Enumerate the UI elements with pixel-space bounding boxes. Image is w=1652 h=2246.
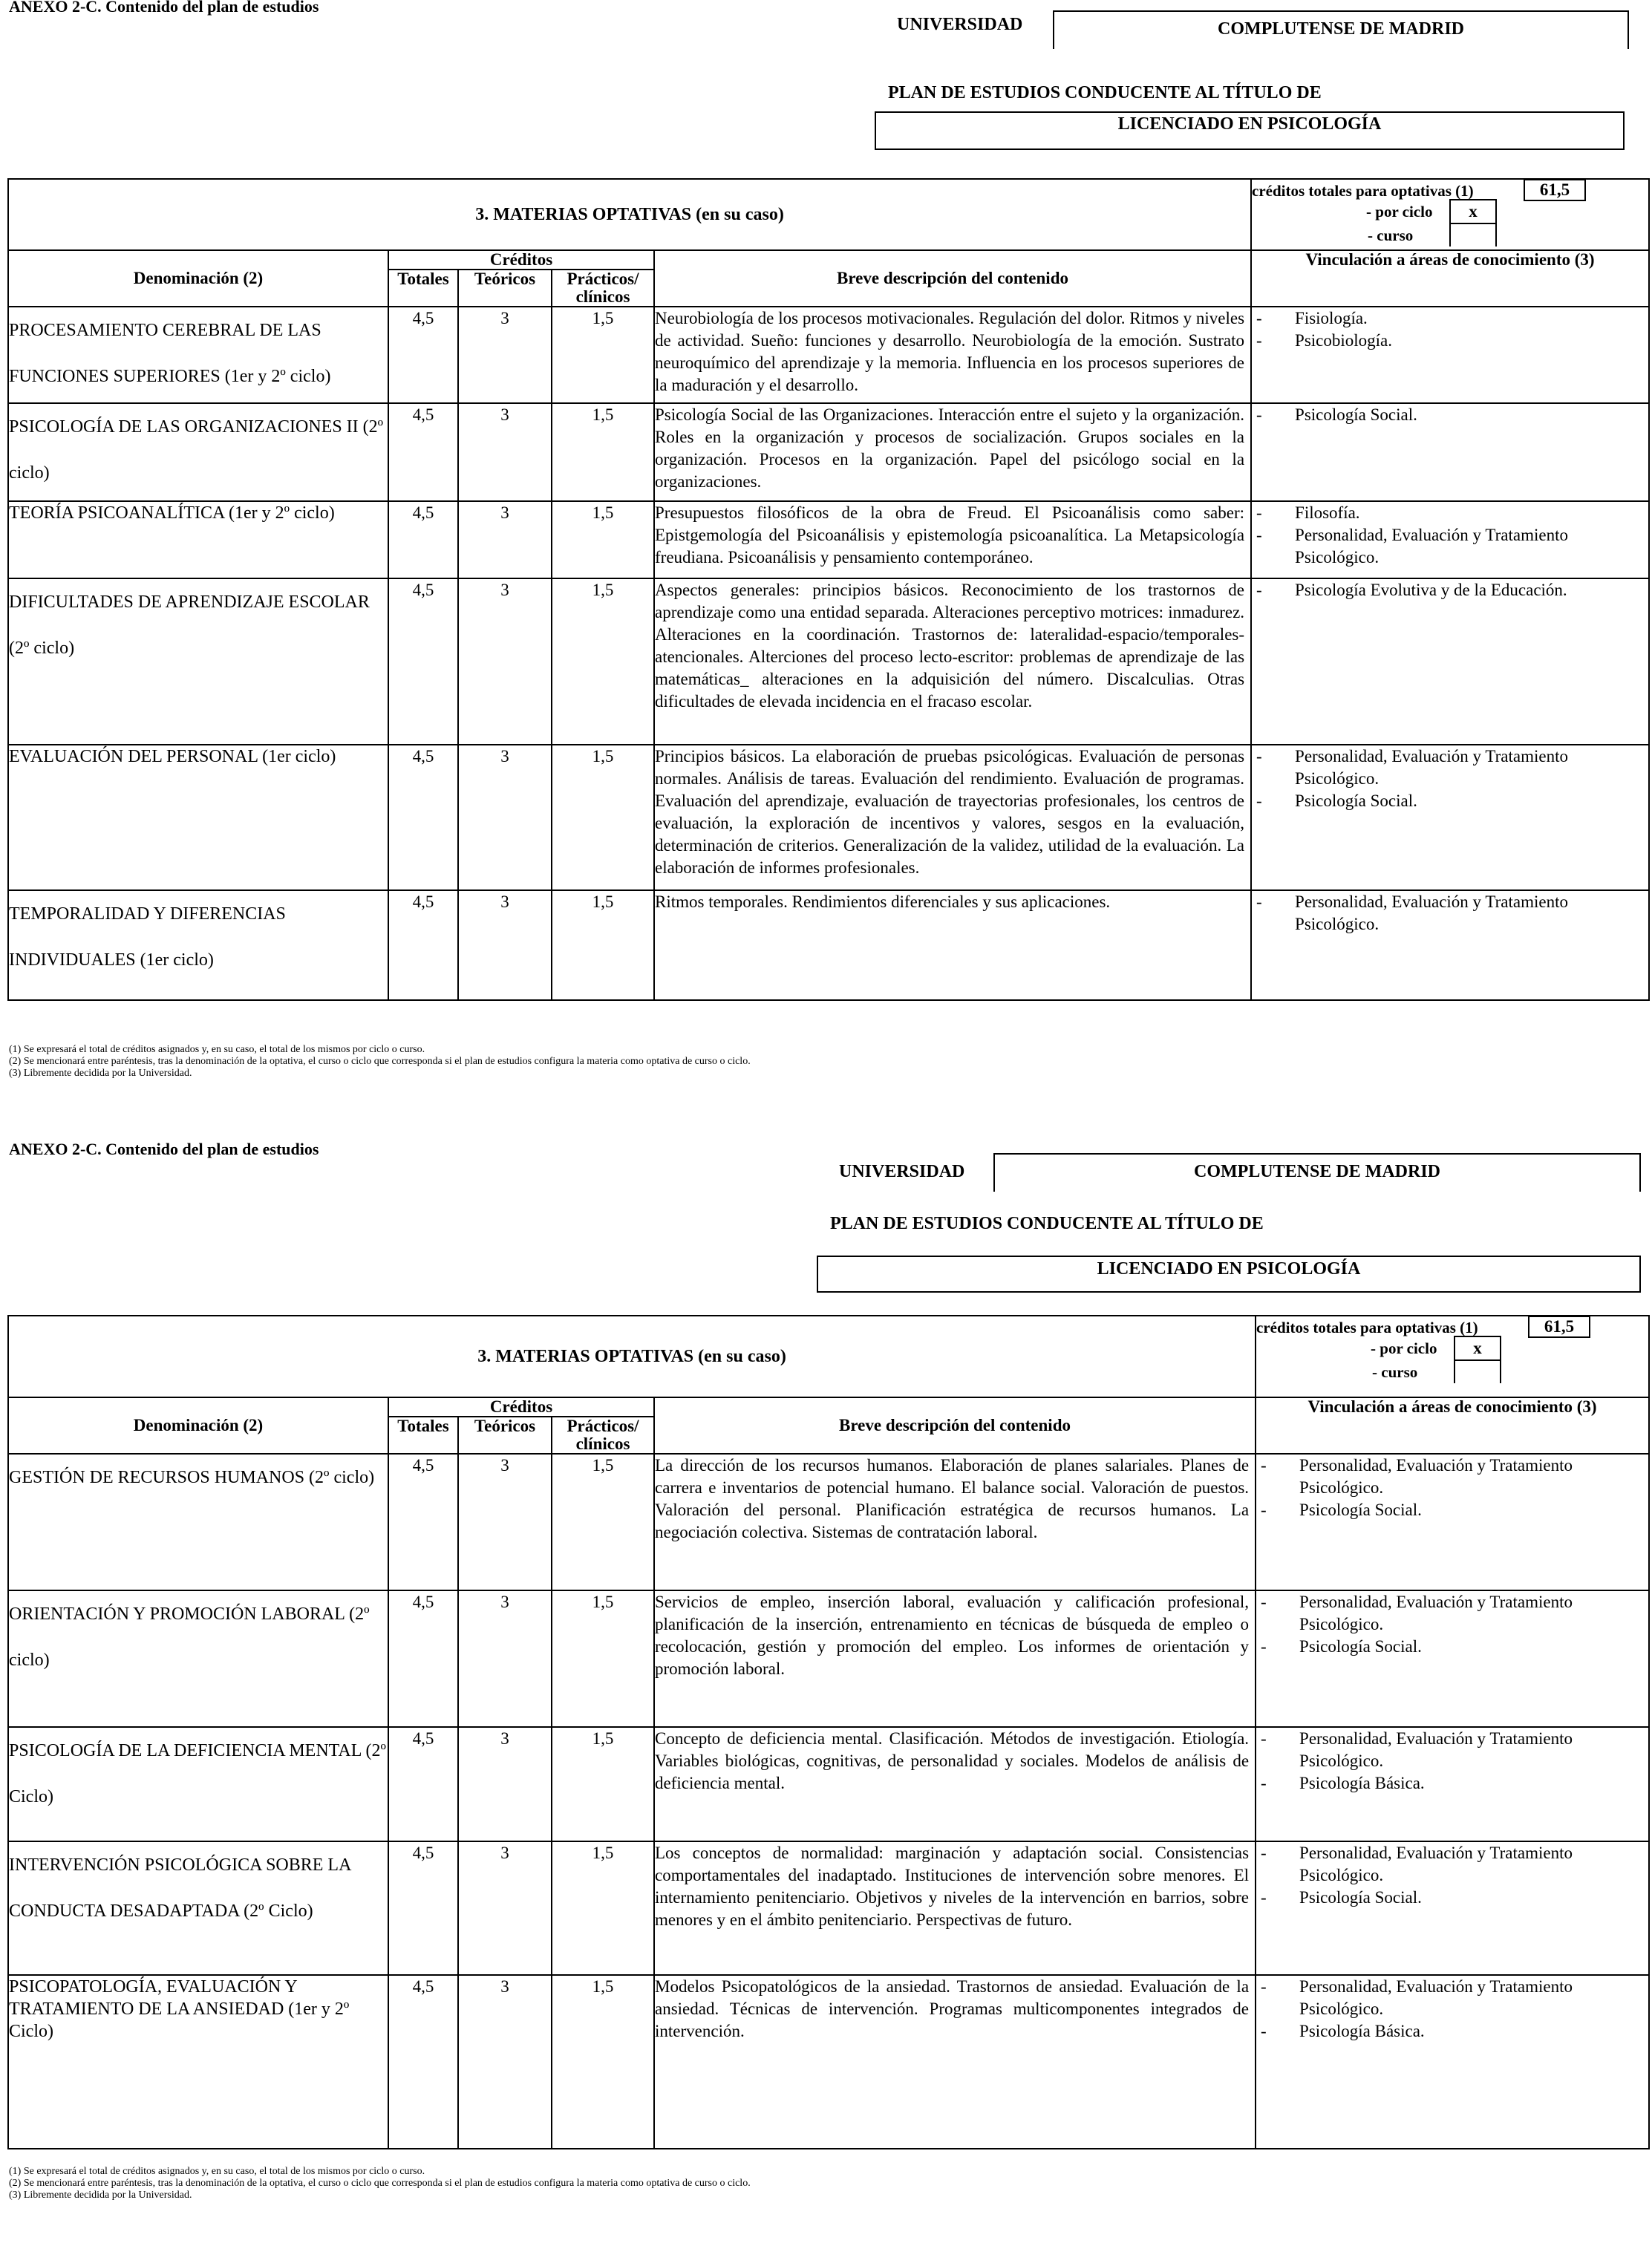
table-row xyxy=(8,578,1649,745)
area-item: - Personalidad, Evaluación y Tratamiento Psicológico. xyxy=(1256,892,1568,933)
header-practicos: Prácticos/ clínicos xyxy=(552,1417,654,1454)
curso-label: - curso xyxy=(1372,1363,1418,1381)
row-areas xyxy=(1256,1727,1649,1841)
row-teoricos: 3 xyxy=(458,1841,552,1975)
row-totales: 4,5 xyxy=(388,307,458,403)
creditos-totales-label: créditos totales para optativas (1) xyxy=(1252,182,1474,200)
area-item: - Psicología Básica. xyxy=(1261,2022,1425,2040)
table-row xyxy=(8,1454,1649,1590)
area-item: - Psicobiología. xyxy=(1256,331,1393,350)
row-areas xyxy=(1251,578,1649,745)
row-areas xyxy=(1256,1841,1649,1975)
row-denominacion: DIFICULTADES DE APRENDIZAJE ESCOLAR (2º ciclo) xyxy=(8,578,388,745)
materias-table xyxy=(7,1315,1650,2149)
row-totales: 4,5 xyxy=(388,1841,458,1975)
row-teoricos: 3 xyxy=(458,890,552,1000)
row-totales: 4,5 xyxy=(388,745,458,890)
curso-box xyxy=(1454,1359,1501,1383)
universidad-label: UNIVERSIDAD xyxy=(897,15,1023,34)
row-totales: 4,5 xyxy=(388,890,458,1000)
universidad-box: COMPLUTENSE DE MADRID xyxy=(1053,10,1629,49)
row-practicos: 1,5 xyxy=(552,1841,654,1975)
row-practicos: 1,5 xyxy=(552,1590,654,1727)
row-descripcion: Servicios de empleo, inserción laboral, evaluación y calificación profesional, planificación de la inserción, entrenamiento en técnicas de búsqueda de empleo o recolocación, gestión y promoción del empleo. Los informes de orientación y promoción laboral. xyxy=(654,1590,1256,1727)
row-descripcion: Psicología Social de las Organizaciones. Interacción entre el sujeto y la organización. Roles en la organización y procesos de socialización. Grupos sociales en la organización. Procesos en la organización. Papel del psicólogo social en la organizaciones. xyxy=(654,403,1251,501)
table-row xyxy=(8,307,1649,403)
header-totales: Totales xyxy=(388,1417,458,1454)
creditos-totales-value: 61,5 xyxy=(1524,179,1586,201)
row-teoricos: 3 xyxy=(458,403,552,501)
row-teoricos: 3 xyxy=(458,1454,552,1590)
row-practicos: 1,5 xyxy=(552,1454,654,1590)
row-practicos: 1,5 xyxy=(552,307,654,403)
row-practicos: 1,5 xyxy=(552,403,654,501)
row-denominacion: TEMPORALIDAD Y DIFERENCIAS INDIVIDUALES (1er ciclo) xyxy=(8,890,388,1000)
footnotes xyxy=(9,1044,751,1080)
table-row xyxy=(8,501,1649,578)
titulo-box: LICENCIADO EN PSICOLOGÍA xyxy=(817,1256,1641,1293)
row-descripcion: Principios básicos. La elaboración de pruebas psicológicas. Evaluación de personas normales. Análisis de tareas. Evaluación del rendimiento. Evaluación de programas. Evaluación del aprendizaje, evaluación de trayectorias profesionales, los centros de evaluación, la exploración de incentivos y valores, sesgos en la evaluación, determinación de criterios. Generalización de la validez, utilidad de la evaluación. La elaboración de informes profesionales. xyxy=(654,745,1251,890)
por-ciclo-mark: x xyxy=(1454,1336,1501,1361)
footnote-3: (3) Libremente decidida por la Universidad. xyxy=(9,2190,192,2201)
row-practicos: 1,5 xyxy=(552,501,654,578)
row-descripcion: Los conceptos de normalidad: marginación y adaptación social. Consistencias comportamentales del inadaptado. Instituciones de intervención sobre menores. El internamiento penitenciario. Objetivos y niveles de la intervención en barrios, sobre menores y en el ámbito penitenciario. Perspectivas de futuro. xyxy=(654,1841,1256,1975)
row-areas xyxy=(1251,403,1649,501)
row-practicos: 1,5 xyxy=(552,578,654,745)
materias-title: 3. MATERIAS OPTATIVAS (en su caso) xyxy=(8,1316,1256,1397)
row-descripcion: Neurobiología de los procesos motivacionales. Regulación del dolor. Ritmos y niveles de actividad. Sueño: funciones y desarrollo. Neurobiología de la emoción. Sustrato neuroquímico del aprendizaje y la memoria. Influencia en los procesos superiores de la maduración y el desarrollo. xyxy=(654,307,1251,403)
area-item: - Fisiología. xyxy=(1256,309,1368,327)
footnote-3: (3) Libremente decidida por la Universidad. xyxy=(9,1068,192,1079)
area-item: - Personalidad, Evaluación y Tratamiento Psicológico. xyxy=(1261,1844,1573,1884)
row-teoricos: 3 xyxy=(458,1975,552,2149)
anexo-heading: ANEXO 2-C. Contenido del plan de estudios xyxy=(9,1140,319,1158)
area-item: - Psicología Evolutiva y de la Educación. xyxy=(1256,581,1567,599)
row-totales: 4,5 xyxy=(388,403,458,501)
plan-title: PLAN DE ESTUDIOS CONDUCENTE AL TÍTULO DE xyxy=(888,83,1322,102)
row-denominacion: TEORÍA PSICOANALÍTICA (1er y 2º ciclo) xyxy=(8,501,388,578)
row-teoricos: 3 xyxy=(458,1590,552,1727)
row-areas xyxy=(1256,1454,1649,1590)
area-item: - Personalidad, Evaluación y Tratamiento Psicológico. xyxy=(1261,1456,1573,1497)
row-teoricos: 3 xyxy=(458,307,552,403)
header-creditos: Créditos xyxy=(388,250,654,270)
footnotes xyxy=(9,2166,751,2201)
row-areas xyxy=(1251,890,1649,1000)
materias-table xyxy=(7,178,1650,1001)
row-denominacion: EVALUACIÓN DEL PERSONAL (1er ciclo) xyxy=(8,745,388,890)
plan-title: PLAN DE ESTUDIOS CONDUCENTE AL TÍTULO DE xyxy=(830,1214,1264,1233)
creditos-cell xyxy=(1256,1316,1649,1397)
footnote-1: (1) Se expresará el total de créditos asignados y, en su caso, el total de los mismos por ciclo o curso. xyxy=(9,1044,425,1055)
row-practicos: 1,5 xyxy=(552,1975,654,2149)
row-practicos: 1,5 xyxy=(552,1727,654,1841)
area-item: - Psicología Social. xyxy=(1256,791,1417,810)
row-denominacion: PROCESAMIENTO CEREBRAL DE LAS FUNCIONES SUPERIORES (1er y 2º ciclo) xyxy=(8,307,388,403)
creditos-cell xyxy=(1251,179,1649,250)
table-row xyxy=(8,1727,1649,1841)
table-row xyxy=(8,1590,1649,1727)
row-areas xyxy=(1251,745,1649,890)
header-vinculacion: Vinculación a áreas de conocimiento (3) xyxy=(1251,250,1649,307)
row-teoricos: 3 xyxy=(458,501,552,578)
por-ciclo-mark: x xyxy=(1449,199,1497,224)
por-ciclo-label: - por ciclo xyxy=(1371,1339,1437,1357)
row-totales: 4,5 xyxy=(388,578,458,745)
table-row xyxy=(8,745,1649,890)
row-descripcion: Aspectos generales: principios básicos. Reconocimiento de los trastornos de aprendizaje como una entidad separada. Alteraciones perceptivo motrices: inmadurez. Alteraciones en la coordinación. Trastornos de: lateralidad-espacio/temporales-atencionales. Alterciones del proceso lecto-escritor: problemas de aprendizaje de las matemáticas_ alteraciones en la adquisición del número. Discalculias. Otras dificultades de elevada incidencia en el fracaso escolar. xyxy=(654,578,1251,745)
row-totales: 4,5 xyxy=(388,1975,458,2149)
universidad-box: COMPLUTENSE DE MADRID xyxy=(993,1153,1641,1192)
curso-label: - curso xyxy=(1368,226,1414,244)
row-teoricos: 3 xyxy=(458,578,552,745)
table-row xyxy=(8,1841,1649,1975)
header-teoricos: Teóricos xyxy=(458,1417,552,1454)
area-item: - Psicología Social. xyxy=(1261,1888,1422,1907)
area-item: - Filosofía. xyxy=(1256,503,1360,522)
document-page-1 xyxy=(0,0,1652,1106)
header-totales: Totales xyxy=(388,270,458,307)
row-areas xyxy=(1251,501,1649,578)
row-denominacion: PSICOLOGÍA DE LA DEFICIENCIA MENTAL (2º Ciclo) xyxy=(8,1727,388,1841)
creditos-totales-label: créditos totales para optativas (1) xyxy=(1256,1319,1478,1336)
footnote-1: (1) Se expresará el total de créditos asignados y, en su caso, el total de los mismos por ciclo o curso. xyxy=(9,2166,425,2177)
header-creditos: Créditos xyxy=(388,1397,654,1417)
area-item: - Psicología Social. xyxy=(1261,1501,1422,1519)
table-row xyxy=(8,403,1649,501)
row-teoricos: 3 xyxy=(458,1727,552,1841)
row-denominacion: GESTIÓN DE RECURSOS HUMANOS (2º ciclo) xyxy=(8,1454,388,1590)
header-descripcion: Breve descripción del contenido xyxy=(654,250,1251,307)
row-denominacion: INTERVENCIÓN PSICOLÓGICA SOBRE LA CONDUCTA DESADAPTADA (2º Ciclo) xyxy=(8,1841,388,1975)
anexo-heading: ANEXO 2-C. Contenido del plan de estudios xyxy=(9,0,319,16)
row-descripcion: Ritmos temporales. Rendimientos diferenciales y sus aplicaciones. xyxy=(654,890,1251,1000)
row-areas xyxy=(1251,307,1649,403)
row-denominacion: PSICOPATOLOGÍA, EVALUACIÓN Y TRATAMIENTO DE LA ANSIEDAD (1er y 2º Ciclo) xyxy=(8,1975,388,2149)
area-item: - Personalidad, Evaluación y Tratamiento Psicológico. xyxy=(1256,747,1568,788)
header-practicos: Prácticos/ clínicos xyxy=(552,270,654,307)
header-teoricos: Teóricos xyxy=(458,270,552,307)
row-descripcion: Presupuestos filosóficos de la obra de Freud. El Psicoanálisis como saber: Epistgemología del Psicoanálisis y epistemología psicoanalítica. La Metapsicología freudiana. Psicoanálisis y pensamiento contemporáneo. xyxy=(654,501,1251,578)
row-denominacion: PSICOLOGÍA DE LAS ORGANIZACIONES II (2º ciclo) xyxy=(8,403,388,501)
creditos-totales-value: 61,5 xyxy=(1528,1316,1590,1338)
table-row xyxy=(8,1975,1649,2149)
area-item: - Personalidad, Evaluación y Tratamiento Psicológico. xyxy=(1261,1977,1573,2018)
header-descripcion: Breve descripción del contenido xyxy=(654,1397,1256,1454)
titulo-box: LICENCIADO EN PSICOLOGÍA xyxy=(875,111,1625,150)
row-areas xyxy=(1256,1975,1649,2149)
row-totales: 4,5 xyxy=(388,501,458,578)
row-areas xyxy=(1256,1590,1649,1727)
header-vinculacion: Vinculación a áreas de conocimiento (3) xyxy=(1256,1397,1649,1454)
area-item: - Personalidad, Evaluación y Tratamiento Psicológico. xyxy=(1261,1593,1573,1633)
row-practicos: 1,5 xyxy=(552,745,654,890)
footnote-2: (2) Se mencionará entre paréntesis, tras la denominación de la optativa, el curso o ciclo que corresponda si el plan de estudios configura la materia como optativa de curso o ciclo. xyxy=(9,1056,751,1067)
row-totales: 4,5 xyxy=(388,1590,458,1727)
row-teoricos: 3 xyxy=(458,745,552,890)
area-item: - Psicología Básica. xyxy=(1261,1774,1425,1792)
row-totales: 4,5 xyxy=(388,1727,458,1841)
row-totales: 4,5 xyxy=(388,1454,458,1590)
row-descripcion: Concepto de deficiencia mental. Clasificación. Métodos de investigación. Etiología. Variables biológicas, cognitivas, de personalidad y sociales. Modelos de análisis de deficiencia mental. xyxy=(654,1727,1256,1841)
table-row xyxy=(8,890,1649,1000)
row-descripcion: La dirección de los recursos humanos. Elaboración de planes salariales. Planes de carrera e inventarios de potencial humano. El balance social. Valoración de puestos. Valoración del personal. Planificación estratégica de recursos humanos. La negociación colectiva. Sistemas de contratación laboral. xyxy=(654,1454,1256,1590)
materias-title: 3. MATERIAS OPTATIVAS (en su caso) xyxy=(8,179,1251,250)
area-item: - Psicología Social. xyxy=(1256,405,1417,424)
universidad-label: UNIVERSIDAD xyxy=(839,1162,965,1181)
area-item: - Psicología Social. xyxy=(1261,1637,1422,1656)
row-descripcion: Modelos Psicopatológicos de la ansiedad. Trastornos de ansiedad. Evaluación de la ansiedad. Técnicas de intervención. Programas multicomponentes integrados de intervención. xyxy=(654,1975,1256,2149)
row-practicos: 1,5 xyxy=(552,890,654,1000)
por-ciclo-label: - por ciclo xyxy=(1366,203,1433,221)
document-page-2 xyxy=(0,1140,1652,2246)
row-denominacion: ORIENTACIÓN Y PROMOCIÓN LABORAL (2º ciclo) xyxy=(8,1590,388,1727)
area-item: - Personalidad, Evaluación y Tratamiento Psicológico. xyxy=(1261,1729,1573,1770)
header-denominacion: Denominación (2) xyxy=(8,1397,388,1454)
header-denominacion: Denominación (2) xyxy=(8,250,388,307)
curso-box xyxy=(1449,223,1497,247)
footnote-2: (2) Se mencionará entre paréntesis, tras la denominación de la optativa, el curso o ciclo que corresponda si el plan de estudios configura la materia como optativa de curso o ciclo. xyxy=(9,2178,751,2189)
area-item: - Personalidad, Evaluación y Tratamiento Psicológico. xyxy=(1256,526,1568,567)
